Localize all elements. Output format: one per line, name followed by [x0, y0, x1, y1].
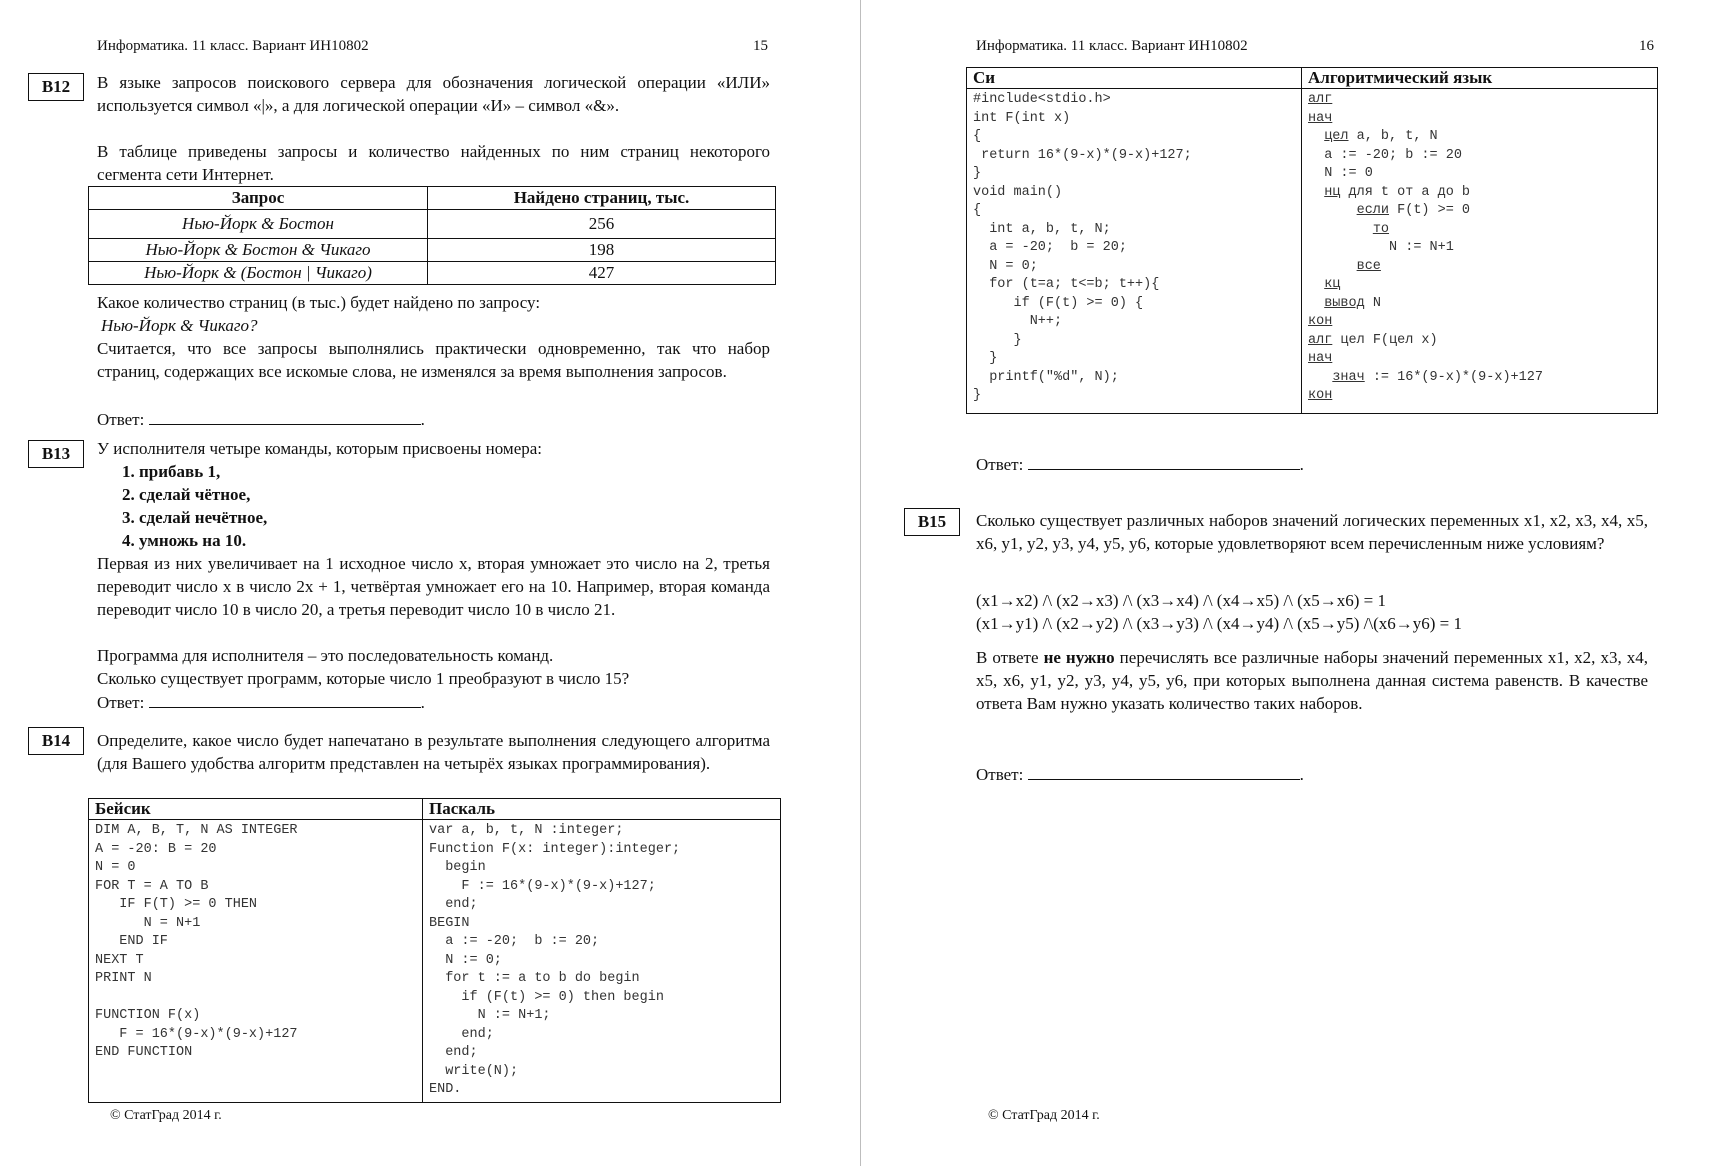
answer-blank[interactable] — [1028, 762, 1300, 780]
page-number: 16 — [1639, 38, 1654, 54]
note-bold: не нужно — [1043, 648, 1115, 667]
alg-code — [1308, 91, 1651, 406]
page-number: 15 — [753, 38, 768, 54]
command-item: 1. прибавь 1, — [122, 462, 221, 481]
b15-equation-1: (x1→x2) /\ (x2→x3) /\ (x3→x4) /\ (x4→x5) /\ (x5→x6) = 1 — [976, 591, 1386, 610]
alg-code-line — [1308, 277, 1340, 292]
table-row — [89, 210, 776, 239]
alg-keyword: алг — [1308, 332, 1333, 348]
b12-query-table — [88, 186, 776, 285]
note-before: В ответе — [976, 648, 1044, 667]
alg-code-line — [1308, 259, 1381, 274]
basic-code: DIM A, B, T, N AS INTEGER A = -20: B = 20 N = 0 FOR T = A TO B IF F(T) >= 0 THEN N = N+1 END IF NEXT T PRINT N FUNCTION F(x) F = 16*(9-x)*(9-x)+127 END FUNCTION — [95, 823, 298, 1060]
alg-code-line: вывод N — [1324, 295, 1381, 311]
b14-code-table-left — [88, 798, 781, 1103]
answer-blank[interactable] — [1028, 452, 1300, 470]
pascal-code: var a, b, t, N :integer; Function F(x: integer):integer; begin F := 16*(9-x)*(9-x)+127; end; BEGIN a := -20; b := 20; N := 0; for t := a to b do begin if (F(t) >= 0) then begin N := N+1; end; end; write(N); END. — [429, 823, 681, 1097]
page-divider — [860, 0, 861, 1166]
alg-code-line — [1308, 222, 1389, 237]
table-row — [89, 239, 776, 262]
command-item: 4. умножь на 10. — [122, 531, 247, 550]
b12-answer: Ответ: . — [97, 407, 425, 431]
alg-code-line — [1308, 388, 1332, 403]
c-header: Си — [967, 68, 1302, 89]
b13-question: Сколько существует программ, которые число 1 преобразуют в число 15? — [97, 669, 630, 688]
b13-answer: Ответ: . — [97, 690, 425, 714]
alg-code-line: N := N+1 — [1389, 240, 1454, 255]
page-header: Информатика. 11 класс. Вариант ИН10802 — [97, 38, 369, 54]
b13-program-def: Программа для исполнителя – это последовательность команд. — [97, 646, 554, 665]
alg-code-line — [1308, 314, 1332, 329]
page-header: Информатика. 11 класс. Вариант ИН10802 — [976, 38, 1248, 54]
answer-blank[interactable] — [149, 407, 421, 425]
b12-query: Нью-Йорк & Чикаго? — [101, 316, 258, 335]
alg-keyword: кц — [1324, 277, 1341, 292]
pascal-header: Паскаль — [423, 799, 781, 820]
alg-code-line — [1308, 111, 1332, 126]
b15-note — [976, 646, 1648, 715]
pages-cell: 427 — [428, 262, 776, 285]
alg-code-line — [1308, 351, 1332, 366]
b15-equation-2: (x1→y1) /\ (x2→y2) /\ (x3→y3) /\ (x4→y4) /\ (x5→y5) /\(x6→y6) = 1 — [976, 614, 1463, 633]
b13-intro: У исполнителя четыре команды, которым присвоены номера: — [97, 439, 543, 458]
table-header-query: Запрос — [89, 187, 428, 210]
alg-keyword: вывод — [1324, 295, 1365, 311]
right-page — [862, 0, 1716, 1166]
b12-note: Считается, что все запросы выполнялись практически одновременно, так что набор страниц, содержащих все искомые слова, не изменялся за время выполнения запросов. — [97, 339, 770, 381]
b15-answer: Ответ: . — [976, 762, 1304, 786]
alg-keyword: все — [1356, 258, 1381, 274]
command-item: 3. сделай нечётное, — [122, 508, 268, 527]
b14-answer: Ответ: . — [976, 452, 1304, 476]
basic-header: Бейсик — [89, 799, 423, 820]
alg-keyword: нач — [1308, 110, 1333, 126]
alg-code-line: если F(t) >= 0 — [1356, 203, 1471, 218]
answer-label: Ответ: — [97, 693, 145, 712]
answer-label: Ответ: — [97, 410, 145, 429]
b14-code-table-right — [966, 67, 1658, 414]
table-row — [89, 262, 776, 285]
alg-code-line: знач := 16*(9-x)*(9-x)+127 — [1332, 369, 1543, 385]
alg-keyword: нц — [1324, 184, 1341, 200]
page-footer: © СтатГрад 2014 г. — [988, 1108, 1100, 1123]
alg-code-line: нц для t от a до b — [1324, 184, 1471, 200]
alg-keyword: кон — [1308, 314, 1333, 329]
answer-label: Ответ: — [976, 765, 1024, 784]
b14-intro: Определите, какое число будет напечатано в результате выполнения следующего алгоритма (для Вашего удобства алгоритм представлен на четырёх языках программирования). — [97, 731, 770, 773]
alg-code-line: алг цел F(цел x) — [1308, 332, 1438, 348]
alg-code-line: a := -20; b := 20 — [1324, 147, 1462, 163]
query-cell: Нью-Йорк & (Бостон | Чикаго) — [89, 262, 428, 285]
b12-intro: В языке запросов поискового сервера для обозначения логической операции «ИЛИ» используется символ «|», а для логической операции «И» – символ «&». — [97, 73, 770, 115]
task-tag-b15: B15 — [904, 508, 960, 536]
alg-code-line: N := 0 — [1324, 166, 1373, 181]
c-code: #include<stdio.h> int F(int x) { return 16*(9-x)*(9-x)+127; } void main() { int a, b, t, N; a = -20; b = 20; N = 0; for (t=a; t<=b; t++){ if (F(t) >= 0) { N++; } } printf("%d", N); } — [973, 92, 1192, 403]
answer-blank[interactable] — [149, 690, 421, 708]
b13-description: Первая из них увеличивает на 1 исходное число x, вторая умножает это число на 2, третья переводит число x в число 2x + 1, четвёртая умножает его на 10. Например, вторая команда переводит число 10 в число 20, а третья переводит число 10 в число 21. — [97, 554, 770, 619]
alg-keyword: нач — [1308, 351, 1333, 366]
note-after: перечислять все различные наборы значений переменных x1, x2, x3, x4, x5, x6, y1, y2, y3, y4, y5, y6, при которых выполнена данная система равенств. В качестве ответа Вам нужно указать количество таких наборов. — [976, 648, 1648, 713]
b12-table-intro: В таблице приведены запросы и количество найденных по ним страниц некоторого сегмента сети Интернет. — [97, 142, 770, 184]
pages-cell: 198 — [428, 239, 776, 262]
table-header-pages: Найдено страниц, тыс. — [428, 187, 776, 210]
answer-label: Ответ: — [976, 455, 1024, 474]
alg-header: Алгоритмический язык — [1302, 68, 1658, 89]
alg-code-line: цел a, b, t, N — [1324, 129, 1438, 144]
page-footer: © СтатГрад 2014 г. — [110, 1108, 222, 1123]
alg-keyword: если — [1356, 203, 1390, 218]
alg-keyword: кон — [1308, 388, 1333, 403]
task-tag-b12: B12 — [28, 73, 84, 101]
task-tag-b13: B13 — [28, 440, 84, 468]
query-cell: Нью-Йорк & Бостон & Чикаго — [89, 239, 428, 262]
b15-intro: Сколько существует различных наборов значений логических переменных x1, x2, x3, x4, x5, x6, y1, y2, y3, y4, y5, y6, которые удовлетворяют всем перечисленным ниже условиям? — [976, 511, 1648, 553]
alg-code-line — [1308, 92, 1332, 107]
alg-keyword: цел — [1324, 129, 1349, 144]
task-tag-b14: B14 — [28, 727, 84, 755]
alg-keyword: знач — [1332, 369, 1365, 385]
alg-keyword: алг — [1308, 92, 1333, 107]
b12-question: Какое количество страниц (в тыс.) будет найдено по запросу: — [97, 293, 541, 312]
pages-cell: 256 — [428, 210, 776, 239]
command-item: 2. сделай чётное, — [122, 485, 251, 504]
query-cell: Нью-Йорк & Бостон — [89, 210, 428, 239]
alg-keyword: то — [1372, 221, 1390, 237]
